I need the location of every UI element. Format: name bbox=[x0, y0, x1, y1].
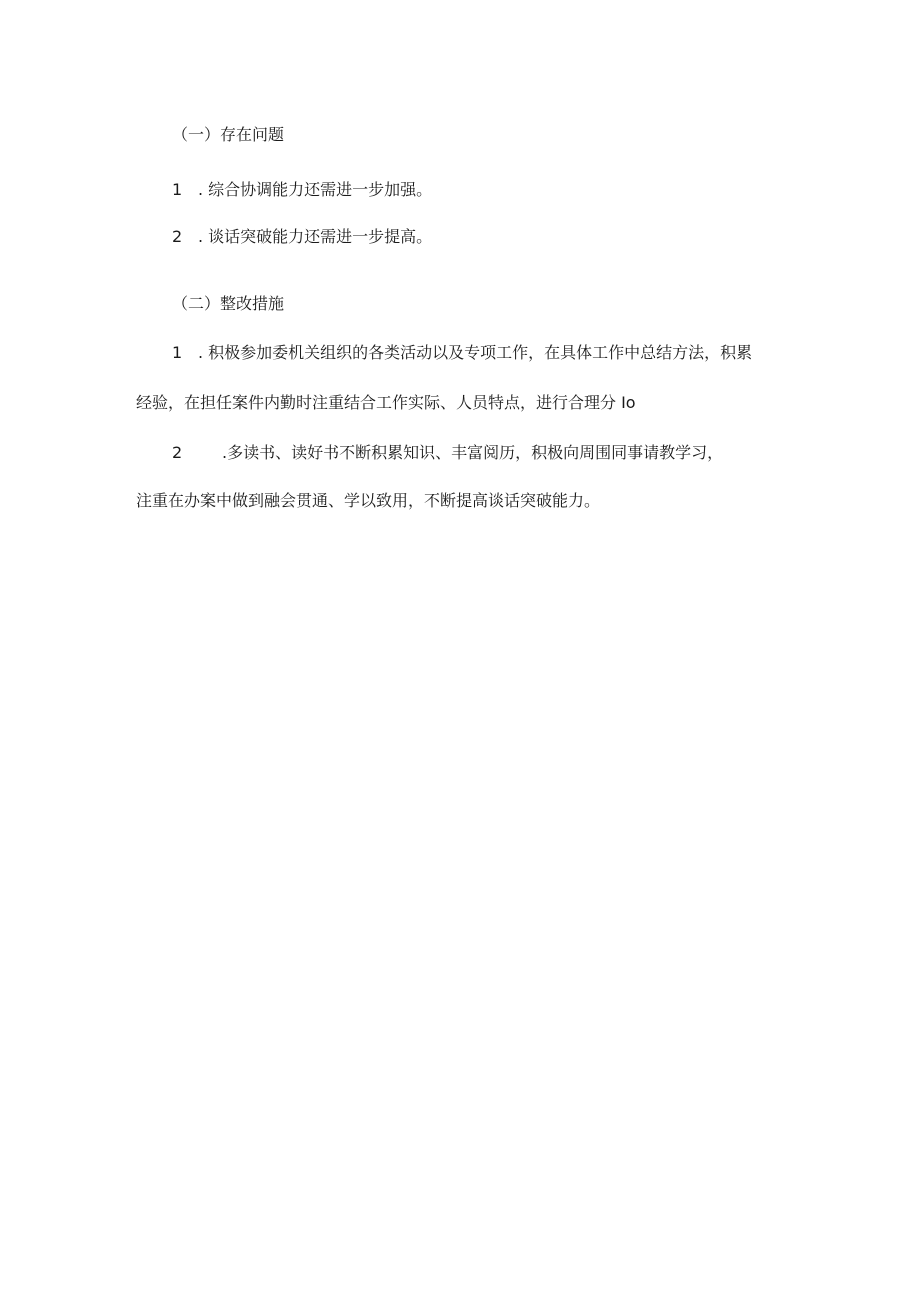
section-heading-measures: （二）整改措施 bbox=[172, 294, 285, 313]
measure-item-2-line-2: 注重在办案中做到融会贯通、学以致用，不断提高谈话突破能力。 bbox=[136, 491, 601, 510]
measure-item-1-line-1 bbox=[172, 343, 752, 363]
item-text: .多读书、读好书不断积累知识、丰富阅历，积极向周围同事请教学习， bbox=[222, 443, 724, 462]
item-text: . 积极参加委机关组织的各类活动以及专项工作，在具体工作中总结方法，积累 bbox=[198, 343, 753, 362]
problem-item-1 bbox=[172, 180, 432, 200]
measure-item-2-line-1 bbox=[172, 443, 723, 463]
item-text: . 谈话突破能力还需进一步提高。 bbox=[198, 227, 433, 246]
measure-item-1-line-2: 经验，在担任案件内勤时注重结合工作实际、人员特点，进行合理分 Io bbox=[136, 393, 636, 412]
item-number: 1 bbox=[172, 343, 183, 362]
problem-item-2 bbox=[172, 227, 432, 247]
item-number: 2 bbox=[172, 227, 183, 246]
item-number: 2 bbox=[172, 443, 183, 462]
section-heading-problems: （一）存在问题 bbox=[172, 125, 285, 144]
item-text: . 综合协调能力还需进一步加强。 bbox=[198, 180, 433, 199]
item-number: 1 bbox=[172, 180, 183, 199]
